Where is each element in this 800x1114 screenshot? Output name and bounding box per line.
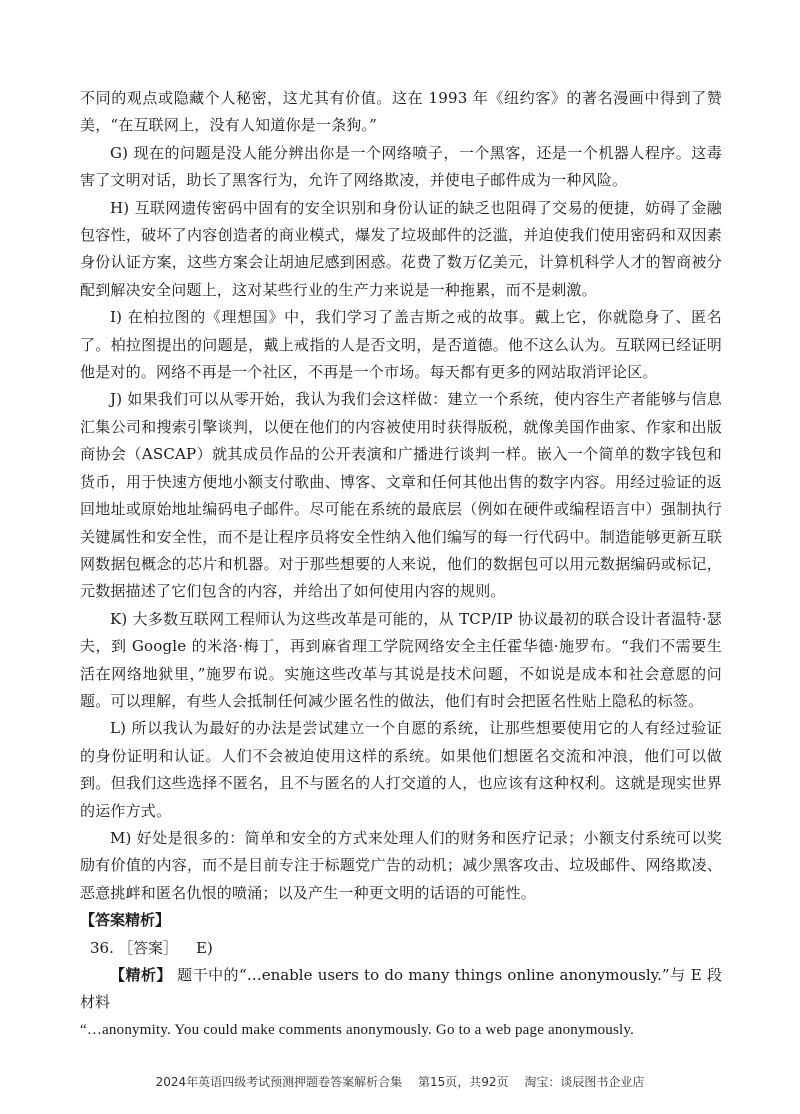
analysis-line-1 [80,962,722,1017]
paragraph-i: I) 在柏拉图的《理想国》中，我们学习了盖吉斯之戒的故事。戴上它，你就隐身了、匿名了。柏拉图提出的问题是，戴上戒指的人是否文明，是否道德。他不这么认为。互联网已经证明他是对的。网络不再是一个社区，不再是一个市场。每天都有更多的网站取消评论区。 [80,308,722,382]
question-number: 36. [90,938,114,957]
paragraph-j: J) 如果我们可以从零开始，我认为我们会这样做：建立一个系统，使内容生产者能够与信息汇集公司和搜索引擎谈判，以便在他们的内容被使用时获得版税，就像美国作曲家、作家和出版商协会（ASCAP）就其成员作品的公开表演和广播进行谈判一样。嵌入一个简单的数字钱包和货币，用于快速方便地小额支付歌曲、博客、文章和任何其他出售的数字内容。用经过验证的返回地址或原始地址编码电子邮件。尽可能在系统的最底层（例如在硬件或编程语言中）强制执行关键属性和安全性，而不是让程序员将安全性纳入他们编写的每一行代码中。制造能够更新互联网数据包概念的芯片和机器。对于那些想要的人来说，他们的数据包可以用元数据编码或标记，元数据描述了它们包含的内容，并给出了如何使用内容的规则。 [80,390,722,601]
document-body [80,85,722,1044]
paragraph-intro-continuation: 不同的观点或隐藏个人秘密，这尤其有价值。这在 1993 年《纽约客》的著名漫画中得到了赞美，“在互联网上，没有人知道你是一条狗。” [80,89,722,135]
paragraph-l: L) 所以我认为最好的办法是尝试建立一个自愿的系统，让那些想要使用它的人有经过验证的身份证明和认证。人们不会被迫使用这样的系统。如果他们想匿名交流和冲浪，他们可以做到。但我们这些选择不匿名，且不与匿名的人打交道的人，也应该有这种权利。这就是现实世界的运作方式。 [80,719,722,820]
answer-tag: ［答案］ [118,938,179,957]
footer-title: 2024年英语四级考试预测押题卷答案解析合集 [155,1075,403,1089]
answer-36 [90,935,722,962]
answer-section-title: 【答案精析】 [80,911,171,930]
answer-value: E) [196,938,213,957]
page-footer [0,1073,800,1090]
paragraph-h: H) 互联网遗传密码中固有的安全识别和身份认证的缺乏也阻碍了交易的便捷，妨碍了金融包容性，破坏了内容创造者的商业模式，爆发了垃圾邮件的泛滥，并迫使我们使用密码和双因素身份认证方案，这些方案会让胡迪尼感到困惑。花费了数万亿美元，计算机科学人才的智商被分配到解决安全问题上，这对某些行业的生产力来说是一种拖累，而不是刺激。 [80,198,722,299]
analysis-line-2: “…anonymity. You could make comments anonymously. Go to a web page anonymously. [80,1021,635,1038]
footer-shop: 淘宝：谈辰图书企业店 [524,1075,645,1089]
paragraph-g: G) 现在的问题是没人能分辨出你是一个网络喷子，一个黑客，还是一个机器人程序。这毒害了文明对话，助长了黑客行为，允许了网络欺凌，并使电子邮件成为一种风险。 [80,143,722,190]
analysis-tag: 【精析】 [110,966,172,984]
analysis-text-1: 题干中的“…enable users to do many things online anonymously.”与 E 段材料 [80,966,722,1012]
footer-page-number: 第15页，共92页 [417,1075,509,1089]
paragraph-m: M) 好处是很多的：简单和安全的方式来处理人们的财务和医疗记录；小额支付系统可以奖励有价值的内容，而不是目前专注于标题党广告的动机；减少黑客攻击、垃圾邮件、网络欺凌、恶意挑衅和匿名仇恨的喷涌；以及产生一种更文明的话语的可能性。 [80,828,722,902]
paragraph-k: K) 大多数互联网工程师认为这些改革是可能的，从 TCP/IP 协议最初的联合设计者温特·瑟夫，到 Google 的米洛·梅丁，再到麻省理工学院网络安全主任霍华德·施罗布。“我们不需要生活在网络地狱里，”施罗布说。实施这些改革与其说是技术问题，不如说是成本和社会意愿的问题。可以理解，有些人会抵制任何减少匿名性的做法，他们有时会把匿名性贴上隐私的标签。 [80,609,722,710]
